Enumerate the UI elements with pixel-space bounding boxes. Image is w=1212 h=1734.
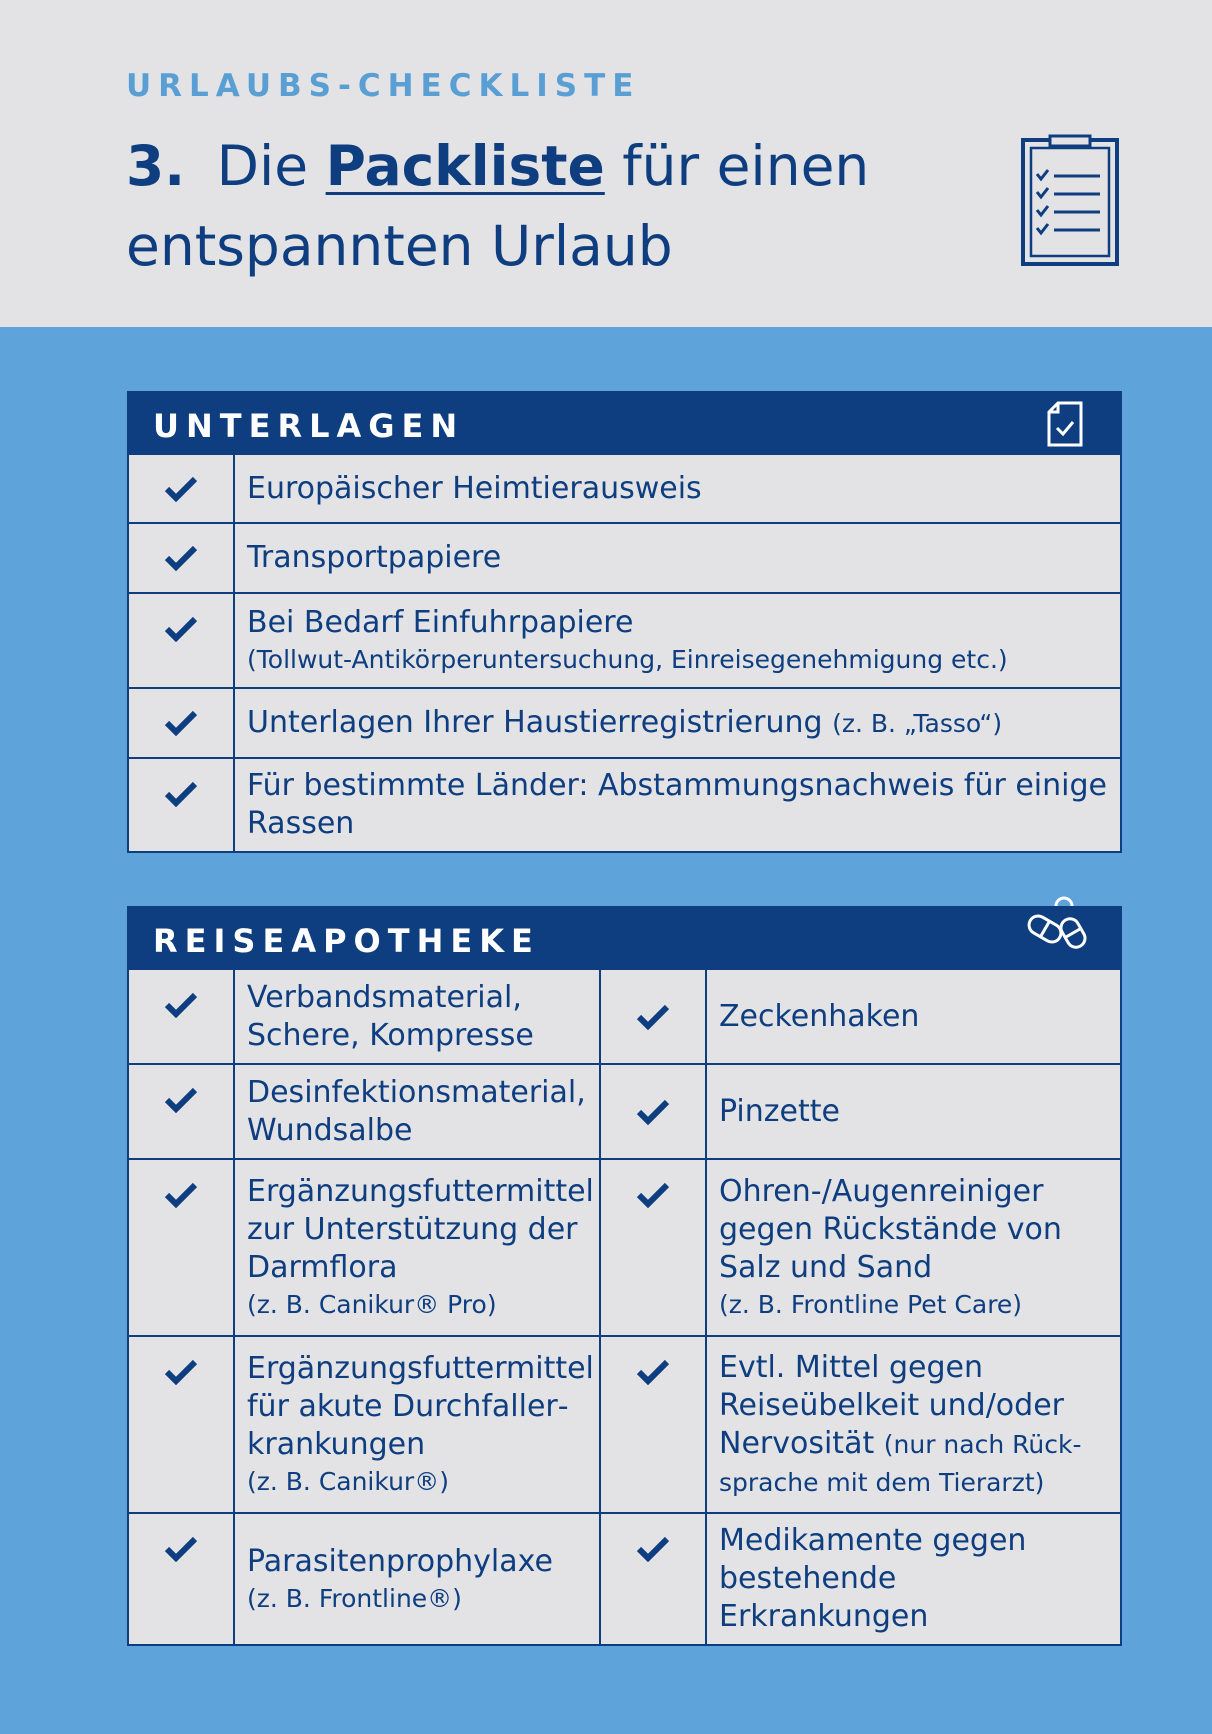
item-text: Transportpapiere <box>247 540 502 575</box>
checkmark-icon <box>636 1536 670 1562</box>
checkmark-icon <box>164 1087 198 1113</box>
checkbox-cell[interactable] <box>128 523 234 593</box>
list-item <box>128 523 1121 593</box>
item-note: (z. B. „Tasso“) <box>832 709 1003 738</box>
title-highlight: Packliste <box>325 134 605 198</box>
list-item <box>128 593 1121 688</box>
item-subtext: (Tollwut-Antikörperuntersuchung, Einreisegenehmigung etc.) <box>247 645 1008 674</box>
unterlagen-header <box>128 392 1121 454</box>
checkbox-cell[interactable] <box>128 1336 234 1513</box>
table-row <box>128 1336 1121 1513</box>
document-check-icon <box>1046 401 1084 447</box>
item-text: Zeckenhaken <box>719 998 920 1034</box>
checkbox-cell[interactable] <box>600 1159 706 1336</box>
item-subtext: (z. B. Canikur® Pro) <box>247 1290 497 1319</box>
table-row <box>128 1064 1121 1159</box>
checkmark-icon <box>164 1182 198 1208</box>
checkmark-icon <box>164 992 198 1018</box>
item-text: Ergänzungsfuttermittel für akute Durchfallerkrankungen <box>247 1351 594 1462</box>
item-text: Unterlagen Ihrer Haustierregistrierung <box>247 705 823 740</box>
checkmark-icon <box>164 710 198 736</box>
item-text: Verbandsmaterial, Schere, Kompresse <box>247 979 534 1053</box>
checkmark-icon <box>164 1359 198 1385</box>
checkmark-icon <box>636 1182 670 1208</box>
checkbox-cell[interactable] <box>600 1064 706 1159</box>
item-text: Ergänzungsfuttermittel zur Unterstützung der Darmflora <box>247 1174 594 1285</box>
checkbox-cell[interactable] <box>128 454 234 523</box>
item-text: Parasitenprophylaxe <box>247 1543 553 1579</box>
table-row <box>128 969 1121 1064</box>
checkmark-icon <box>164 781 198 807</box>
item-subtext: (z. B. Frontline®) <box>247 1583 462 1613</box>
reiseapotheke-header <box>128 907 1121 969</box>
list-item <box>128 454 1121 523</box>
item-text: Bei Bedarf Einfuhrpapiere <box>247 605 634 640</box>
checkmark-icon <box>164 476 198 502</box>
checkbox-cell[interactable] <box>600 969 706 1064</box>
checkmark-icon <box>164 545 198 571</box>
reiseapotheke-table <box>127 906 1122 1646</box>
kicker-label: URLAUBS-CHECKLISTE <box>126 68 641 104</box>
item-text: Medikamente gegen bestehende Erkrankungen <box>719 1523 1027 1634</box>
checkbox-cell[interactable] <box>600 1336 706 1513</box>
clipboard-checklist-icon <box>1020 134 1120 268</box>
item-subtext: (z. B. Canikur®) <box>247 1467 449 1496</box>
item-text: Ohren-/Augenreiniger gegen Rückstände von Salz und Sand <box>719 1174 1062 1285</box>
checkbox-cell[interactable] <box>128 1513 234 1645</box>
item-note: (nur nach Rücksprache mit dem Tierarzt) <box>719 1429 1082 1497</box>
checkbox-cell[interactable] <box>128 688 234 758</box>
unterlagen-table <box>127 391 1122 853</box>
item-text: Pinzette <box>719 1093 840 1129</box>
list-item <box>128 758 1121 852</box>
checkbox-cell[interactable] <box>128 758 234 852</box>
title-post: für einen entspannten Urlaub <box>126 134 870 278</box>
checkmark-icon <box>164 616 198 642</box>
table-row <box>128 1159 1121 1336</box>
item-text: Desinfektionsmaterial, Wundsalbe <box>247 1074 586 1148</box>
item-text: Für bestimmte Länder: Abstammungsnachweis für einige Rassen <box>247 768 1107 841</box>
checkmark-icon <box>164 1536 198 1562</box>
checkbox-cell[interactable] <box>128 593 234 688</box>
checkmark-icon <box>636 1099 670 1125</box>
item-text: Evtl. Mittel gegen Reiseübelkeit und/oder Nervosität <box>719 1349 1064 1461</box>
title-pre: Die <box>216 134 309 198</box>
item-subtext: (z. B. Frontline Pet Care) <box>719 1290 1023 1319</box>
pills-icon <box>1022 896 1094 958</box>
table-row <box>128 1513 1121 1645</box>
title-number: 3. <box>126 134 186 198</box>
checkmark-icon <box>636 1004 670 1030</box>
page-header <box>0 0 1212 327</box>
list-item <box>128 688 1121 758</box>
checkbox-cell[interactable] <box>128 1159 234 1336</box>
item-text: Europäischer Heimtierausweis <box>247 470 702 506</box>
checkbox-cell[interactable] <box>128 1064 234 1159</box>
unterlagen-label: UNTERLAGEN <box>153 407 465 445</box>
checkbox-cell[interactable] <box>128 969 234 1064</box>
checkbox-cell[interactable] <box>600 1513 706 1645</box>
checkmark-icon <box>636 1359 670 1385</box>
reiseapotheke-label: REISEAPOTHEKE <box>153 922 540 960</box>
page-title <box>126 126 906 286</box>
